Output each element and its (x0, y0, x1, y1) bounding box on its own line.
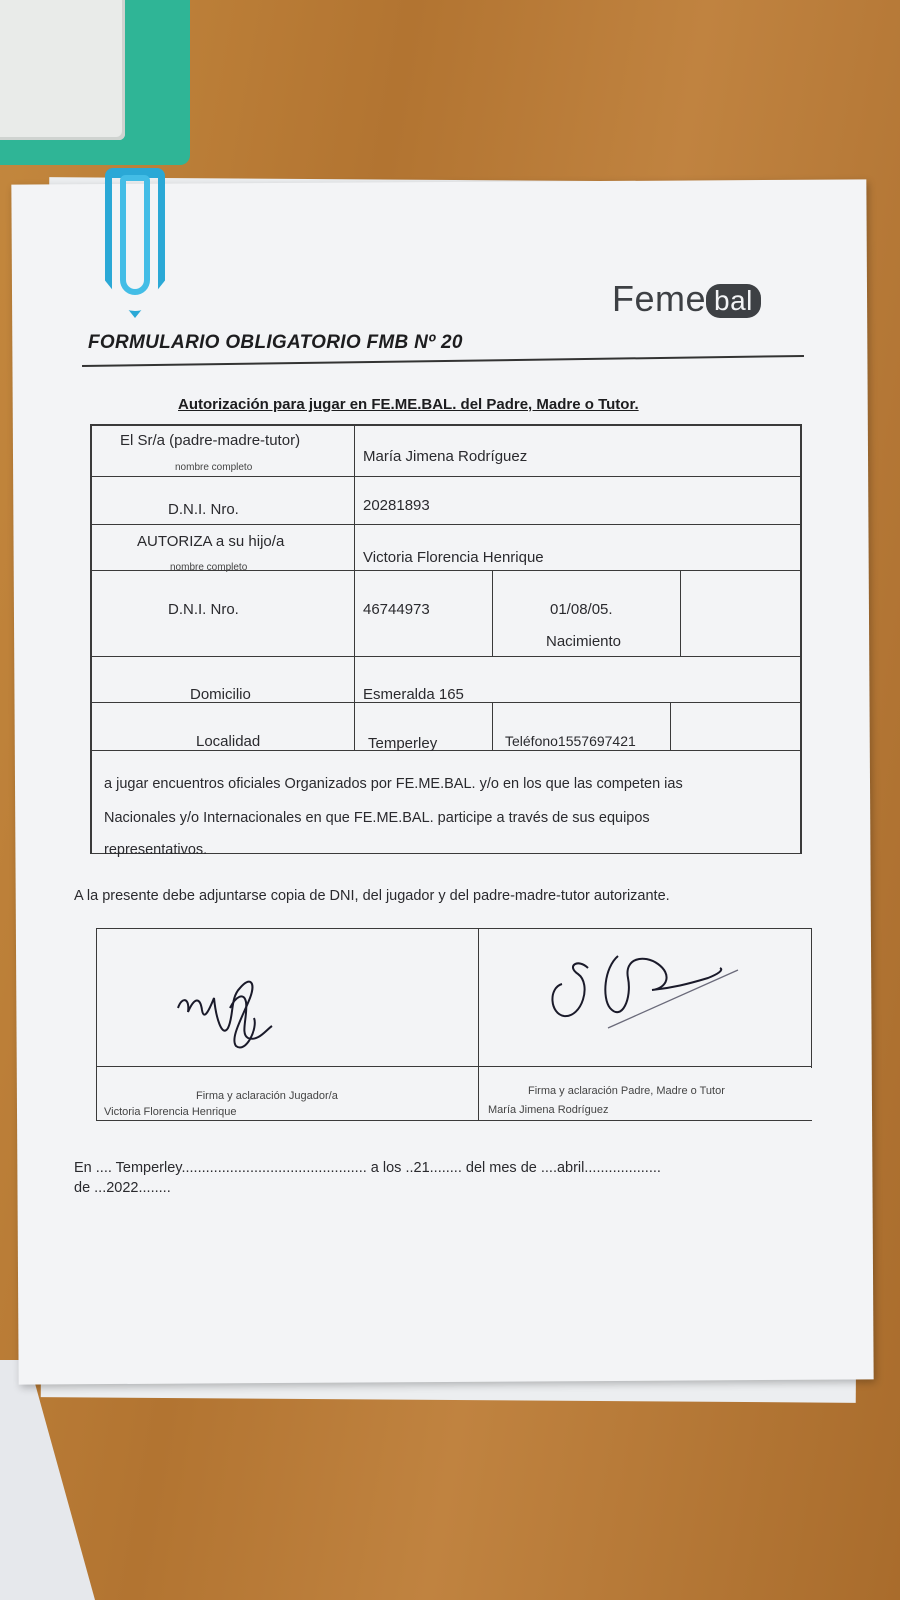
tutor-dni-value: 20281893 (363, 497, 430, 514)
authorization-line-2: Nacionales y/o Internacionales en que FE.ME.BAL. participe a través de sus equipos (104, 810, 650, 826)
player-signature (170, 968, 290, 1053)
tutor-dni-label: D.N.I. Nro. (168, 501, 239, 518)
attach-note: A la presente debe adjuntarse copia de DNI, del jugador y del padre-madre-tutor autorizante. (74, 888, 670, 904)
notebook-pages (0, 0, 125, 140)
tutor-sig-caption: Firma y aclaración Padre, Madre o Tutor (528, 1085, 725, 1097)
logo-text: Feme (612, 278, 707, 319)
phone-text: Teléfono1557697421 (505, 733, 636, 749)
form-title: FORMULARIO OBLIGATORIO FMB Nº 20 (88, 332, 463, 353)
child-label: AUTORIZA a su hijo/a (137, 533, 285, 550)
form-subtitle: Autorización para jugar en FE.ME.BAL. del Padre, Madre o Tutor. (178, 396, 639, 413)
address-value: Esmeralda 165 (363, 686, 464, 703)
child-dni-value: 46744973 (363, 601, 430, 618)
tutor-sig-name: María Jimena Rodríguez (488, 1104, 609, 1116)
locality-value: Temperley (368, 735, 438, 752)
address-label: Domicilio (190, 686, 251, 703)
child-name-value: Victoria Florencia Henrique (363, 549, 544, 566)
authorization-line-3: representativos. (104, 842, 208, 858)
femebal-logo (612, 278, 761, 320)
tutor-sublabel: nombre completo (175, 462, 253, 473)
player-sig-name: Victoria Florencia Henrique (104, 1106, 237, 1118)
child-dni-label: D.N.I. Nro. (168, 601, 239, 618)
place-date-line-2: de ...2022........ (74, 1180, 171, 1196)
place-date-line-1: En .... Temperley.............................................. a los ..21........ del mes de ....abril................... (74, 1160, 661, 1176)
birth-date-value: 01/08/05. (550, 601, 613, 618)
locality-label: Localidad (196, 733, 261, 750)
paper-clip-inner (120, 175, 150, 295)
authorization-line-1: a jugar encuentros oficiales Organizados por FE.ME.BAL. y/o en los que las competen ias (104, 776, 683, 792)
tutor-signature (548, 948, 748, 1043)
player-sig-caption: Firma y aclaración Jugador/a (196, 1090, 338, 1102)
tutor-name-value: María Jimena Rodríguez (363, 448, 528, 465)
logo-box: bal (706, 284, 761, 318)
child-sublabel: nombre completo (170, 562, 248, 573)
birth-label: Nacimiento (546, 633, 622, 650)
tutor-label: El Sr/a (padre-madre-tutor) (120, 432, 301, 449)
